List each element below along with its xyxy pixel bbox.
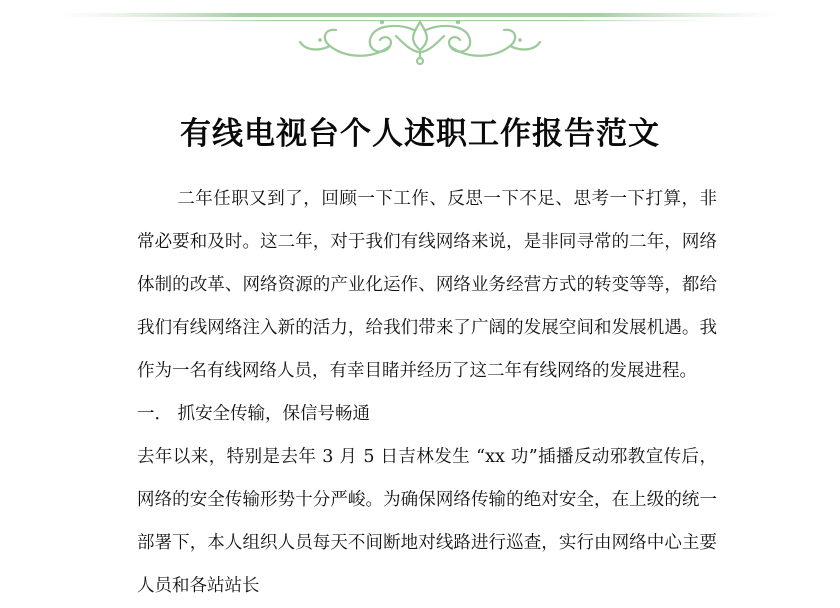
section-paragraph: 去年以来，特别是去年 3 月 5 日吉林发生 “xx 功”插播反动邪教宣传后，网络的安全传输形势十分严峻。为确保网络传输的绝对安全，在上级的统一部署下，本人组织人员每天不间断地对线路进行巡查，实行由网络中心主要人员和各站站长 <box>137 447 717 596</box>
section-heading: 一． 抓安全传输，保信号畅通 <box>137 404 371 424</box>
document-body <box>137 178 717 608</box>
intro-paragraph: 二年任职又到了，回顾一下工作、反思一下不足、思考一下打算，非常必要和及时。这二年，对于我们有线网络来说，是非同寻常的二年，网络体制的改革、网络资源的产业化运作、网络业务经营方式的转变等等，都给我们有线网络注入新的活力，给我们带来了广阔的发展空间和发展机遇。我作为一名有线网络人员，有幸目睹并经历了这二年有线网络的发展进程。 <box>137 189 717 381</box>
decorative-header-ornament <box>0 0 840 80</box>
document-title: 有线电视台个人述职工作报告范文 <box>180 116 660 152</box>
